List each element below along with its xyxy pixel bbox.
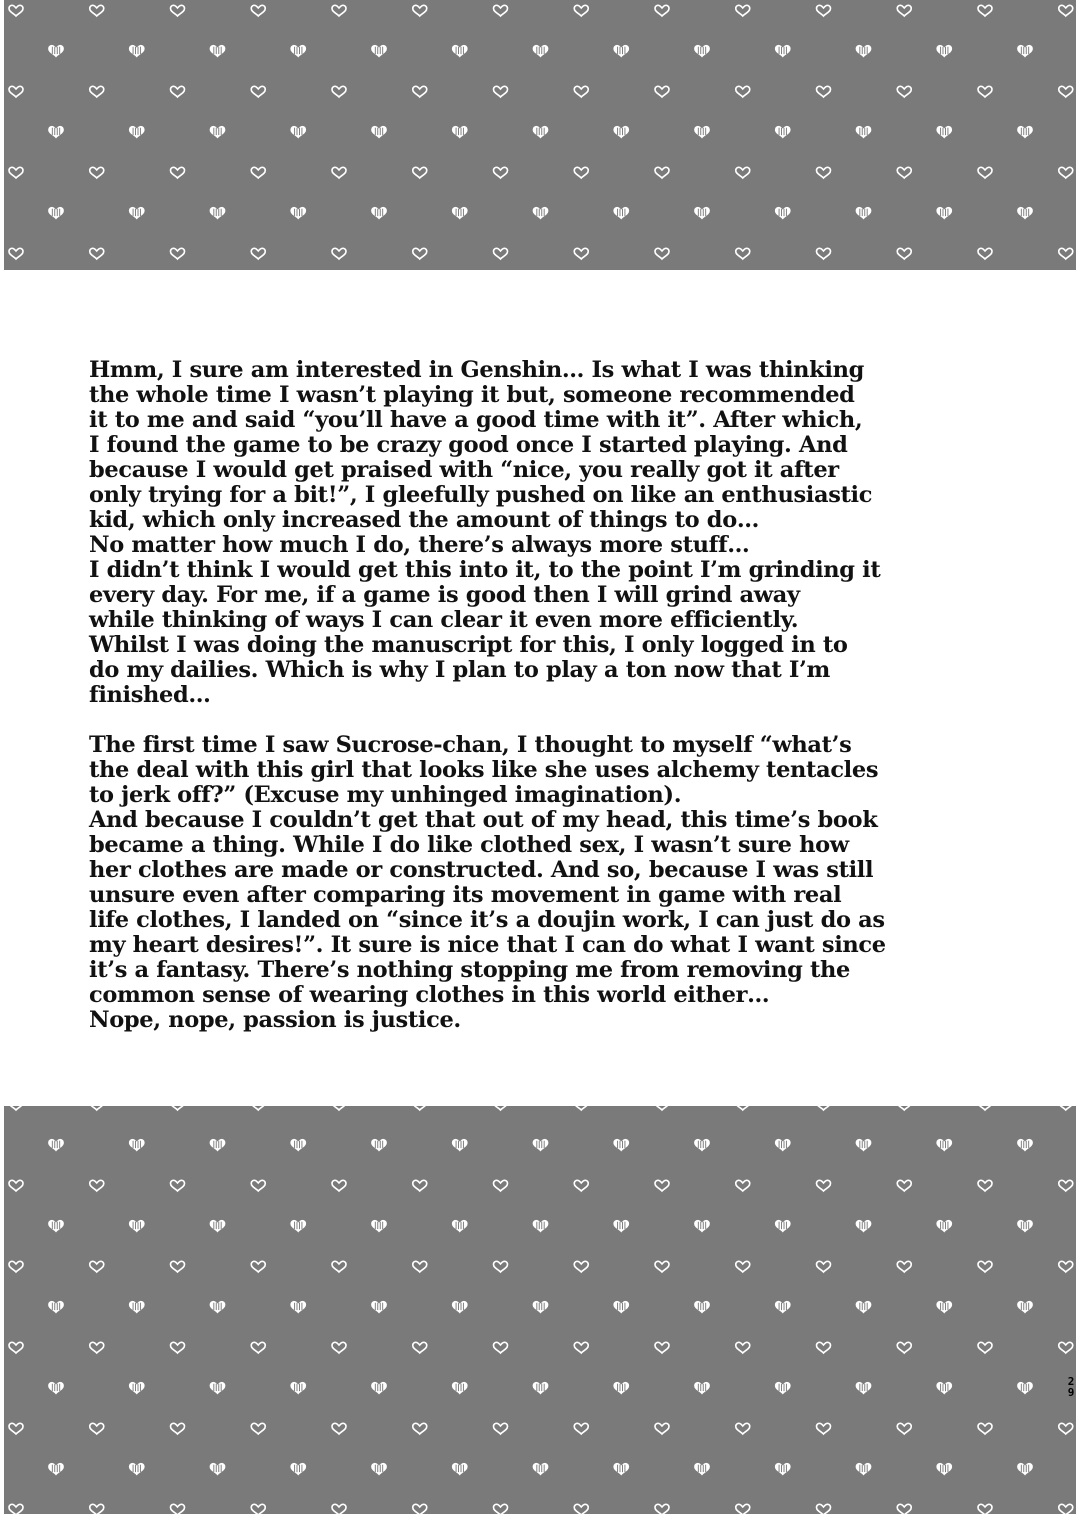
heart-striped-icon — [614, 1382, 629, 1393]
heart-outline-icon — [736, 1342, 750, 1353]
heart-outline-icon — [494, 1423, 508, 1434]
afterword-line: her clothes are made or constructed. And so, because I was still — [89, 857, 874, 883]
heart-striped-icon — [614, 45, 629, 56]
heart-striped-icon — [129, 1220, 144, 1231]
afterword-line: my heart desires!”. It sure is nice that I can do what I want since — [89, 932, 886, 958]
heart-outline-icon — [574, 1261, 588, 1272]
heart-outline-icon — [171, 1180, 185, 1191]
heart-striped-icon — [937, 1220, 952, 1231]
heart-outline-icon — [494, 167, 508, 178]
afterword-line: to jerk off?” (Excuse my unhinged imagination). — [89, 782, 682, 808]
heart-outline-icon — [413, 248, 427, 259]
afterword-line: Whilst I was doing the manuscript for this, I only logged in to — [89, 632, 848, 658]
heart-outline-icon — [574, 1423, 588, 1434]
heart-striped-icon — [452, 1139, 467, 1150]
heart-outline-icon — [736, 1106, 750, 1110]
heart-striped-icon — [937, 126, 952, 137]
afterword-text — [89, 358, 889, 1058]
heart-striped-icon — [372, 207, 387, 218]
heart-outline-icon — [817, 167, 831, 178]
heart-outline-icon — [574, 5, 588, 16]
heart-outline-icon — [978, 1423, 992, 1434]
heart-striped-icon — [614, 1220, 629, 1231]
heart-striped-icon — [372, 126, 387, 137]
heart-outline-icon — [171, 5, 185, 16]
heart-outline-icon — [413, 5, 427, 16]
heart-outline-icon — [332, 1342, 346, 1353]
heart-striped-icon — [49, 1301, 64, 1312]
heart-outline-icon — [978, 248, 992, 259]
heart-outline-icon — [817, 1342, 831, 1353]
heart-striped-icon — [695, 1382, 710, 1393]
heart-striped-icon — [291, 126, 306, 137]
heart-outline-icon — [90, 1423, 104, 1434]
heart-striped-icon — [452, 1301, 467, 1312]
heart-outline-icon — [1059, 1106, 1073, 1110]
heart-striped-icon — [775, 1463, 790, 1474]
heart-outline-icon — [332, 5, 346, 16]
heart-striped-icon — [533, 45, 548, 56]
heart-outline-icon — [978, 1504, 992, 1514]
heart-striped-icon — [614, 1463, 629, 1474]
heart-outline-icon — [655, 1504, 669, 1514]
heart-outline-icon — [494, 1342, 508, 1353]
heart-outline-icon — [817, 1106, 831, 1110]
heart-striped-icon — [1018, 1463, 1033, 1474]
afterword-line: the deal with this girl that looks like she uses alchemy tentacles — [89, 757, 879, 783]
heart-striped-icon — [775, 45, 790, 56]
afterword-line: the whole time I wasn’t playing it but, someone recommended — [89, 382, 855, 408]
afterword-line: because I would get praised with “nice, you really got it after — [89, 457, 839, 483]
heart-striped-icon — [372, 1463, 387, 1474]
afterword-line: unsure even after comparing its movement in game with real — [89, 882, 842, 908]
heart-striped-icon — [452, 1220, 467, 1231]
heart-outline-icon — [897, 1180, 911, 1191]
heart-outline-icon — [574, 1106, 588, 1110]
heart-striped-icon — [49, 1139, 64, 1150]
heart-striped-icon — [856, 45, 871, 56]
page-number-digit-tens: 2 — [1067, 1375, 1075, 1388]
heart-outline-icon — [9, 5, 23, 16]
heart-outline-icon — [9, 1342, 23, 1353]
heart-striped-icon — [372, 45, 387, 56]
heart-outline-icon — [413, 167, 427, 178]
heart-striped-icon — [695, 1463, 710, 1474]
heart-outline-icon — [978, 1180, 992, 1191]
heart-striped-icon — [210, 1301, 225, 1312]
heart-outline-icon — [9, 1106, 23, 1110]
heart-outline-icon — [251, 167, 265, 178]
afterword-paragraph — [89, 733, 889, 1033]
heart-striped-icon — [775, 1382, 790, 1393]
heart-outline-icon — [1059, 1180, 1073, 1191]
heart-striped-icon — [210, 45, 225, 56]
heart-striped-icon — [1018, 1220, 1033, 1231]
heart-striped-icon — [210, 207, 225, 218]
heart-outline-icon — [978, 1106, 992, 1110]
heart-striped-icon — [937, 207, 952, 218]
heart-striped-icon — [533, 207, 548, 218]
heart-striped-icon — [49, 1220, 64, 1231]
heart-striped-icon — [49, 207, 64, 218]
heart-outline-icon — [332, 1504, 346, 1514]
heart-outline-icon — [413, 86, 427, 97]
heart-outline-icon — [574, 167, 588, 178]
heart-outline-icon — [736, 1261, 750, 1272]
heart-striped-icon — [856, 126, 871, 137]
heart-striped-icon — [1018, 1139, 1033, 1150]
heart-striped-icon — [452, 126, 467, 137]
heart-outline-icon — [817, 1504, 831, 1514]
heart-outline-icon — [90, 1261, 104, 1272]
heart-outline-icon — [90, 1504, 104, 1514]
heart-outline-icon — [251, 248, 265, 259]
heart-outline-icon — [817, 5, 831, 16]
heart-outline-icon — [251, 1423, 265, 1434]
heart-outline-icon — [817, 1423, 831, 1434]
heart-outline-icon — [90, 1180, 104, 1191]
afterword-line: do my dailies. Which is why I plan to play a ton now that I’m — [89, 657, 830, 683]
heart-outline-icon — [574, 1504, 588, 1514]
heart-striped-icon — [210, 126, 225, 137]
heart-striped-icon — [372, 1382, 387, 1393]
heart-outline-icon — [978, 1261, 992, 1272]
heart-striped-icon — [775, 1220, 790, 1231]
heart-striped-icon — [49, 1382, 64, 1393]
heart-outline-icon — [332, 1423, 346, 1434]
heart-striped-icon — [775, 126, 790, 137]
heart-outline-icon — [817, 86, 831, 97]
heart-outline-icon — [1059, 86, 1073, 97]
heart-striped-icon — [533, 1139, 548, 1150]
heart-striped-icon — [775, 1301, 790, 1312]
afterword-line: Nope, nope, passion is justice. — [89, 1007, 461, 1033]
heart-outline-icon — [413, 1180, 427, 1191]
heart-striped-icon — [291, 1139, 306, 1150]
heart-outline-icon — [251, 1106, 265, 1110]
heart-outline-icon — [817, 1261, 831, 1272]
heart-striped-icon — [129, 1382, 144, 1393]
heart-outline-icon — [1059, 167, 1073, 178]
heart-outline-icon — [90, 5, 104, 16]
heart-striped-icon — [695, 1220, 710, 1231]
heart-striped-icon — [614, 126, 629, 137]
heart-striped-icon — [1018, 126, 1033, 137]
heart-outline-icon — [9, 1180, 23, 1191]
heart-outline-icon — [9, 1504, 23, 1514]
heart-outline-icon — [494, 86, 508, 97]
heart-outline-icon — [171, 86, 185, 97]
heart-striped-icon — [533, 1301, 548, 1312]
heart-outline-icon — [655, 1342, 669, 1353]
heart-outline-icon — [655, 1261, 669, 1272]
heart-striped-icon — [372, 1139, 387, 1150]
heart-striped-icon — [210, 1463, 225, 1474]
heart-outline-icon — [1059, 1504, 1073, 1514]
heart-outline-icon — [90, 248, 104, 259]
heart-outline-icon — [251, 1261, 265, 1272]
heart-outline-icon — [251, 1504, 265, 1514]
heart-outline-icon — [251, 5, 265, 16]
afterword-line: life clothes, I landed on “since it’s a doujin work, I can just do as — [89, 907, 885, 933]
heart-striped-icon — [856, 1301, 871, 1312]
heart-striped-icon — [533, 1463, 548, 1474]
heart-striped-icon — [49, 1463, 64, 1474]
heart-outline-icon — [171, 167, 185, 178]
heart-striped-icon — [210, 1382, 225, 1393]
heart-striped-icon — [695, 207, 710, 218]
afterword-line: only trying for a bit!”, I gleefully pushed on like an enthusiastic — [89, 482, 873, 508]
heart-outline-icon — [332, 1261, 346, 1272]
heart-striped-icon — [291, 207, 306, 218]
heart-outline-icon — [574, 248, 588, 259]
heart-outline-icon — [1059, 5, 1073, 16]
heart-outline-icon — [9, 167, 23, 178]
heart-outline-icon — [655, 1423, 669, 1434]
heart-outline-icon — [9, 248, 23, 259]
heart-striped-icon — [129, 45, 144, 56]
afterword-line: Hmm, I sure am interested in Genshin… Is what I was thinking — [89, 357, 865, 383]
heart-striped-icon — [210, 1139, 225, 1150]
heart-striped-icon — [452, 207, 467, 218]
heart-outline-icon — [90, 1342, 104, 1353]
heart-striped-icon — [937, 1139, 952, 1150]
heart-striped-icon — [695, 1139, 710, 1150]
heart-outline-icon — [413, 1261, 427, 1272]
heart-outline-icon — [655, 5, 669, 16]
afterword-line: common sense of wearing clothes in this world either… — [89, 982, 770, 1008]
heart-striped-icon — [452, 1382, 467, 1393]
heart-outline-icon — [171, 1423, 185, 1434]
heart-striped-icon — [291, 1463, 306, 1474]
page-right-margin — [1076, 0, 1080, 1514]
heart-outline-icon — [9, 86, 23, 97]
heart-striped-icon — [129, 126, 144, 137]
heart-outline-icon — [655, 1180, 669, 1191]
heart-striped-icon — [695, 45, 710, 56]
page-number-digit-ones: 9 — [1067, 1386, 1075, 1399]
heart-outline-icon — [90, 1106, 104, 1110]
heart-outline-icon — [736, 1180, 750, 1191]
heart-outline-icon — [817, 248, 831, 259]
afterword-paragraph — [89, 358, 889, 708]
heart-striped-icon — [291, 1382, 306, 1393]
heart-outline-icon — [494, 5, 508, 16]
heart-outline-icon — [171, 1261, 185, 1272]
heart-outline-icon — [1059, 1342, 1073, 1353]
bottom-heart-pattern-band — [4, 1106, 1076, 1514]
heart-outline-icon — [736, 248, 750, 259]
heart-outline-icon — [494, 1261, 508, 1272]
heart-striped-icon — [856, 1382, 871, 1393]
afterword-line: became a thing. While I do like clothed sex, I wasn’t sure how — [89, 832, 849, 858]
heart-striped-icon — [129, 1301, 144, 1312]
heart-outline-icon — [574, 86, 588, 97]
heart-outline-icon — [655, 86, 669, 97]
heart-outline-icon — [1059, 1261, 1073, 1272]
heart-outline-icon — [90, 86, 104, 97]
heart-outline-icon — [897, 167, 911, 178]
heart-striped-icon — [856, 1220, 871, 1231]
afterword-line: finished… — [89, 682, 211, 708]
heart-outline-icon — [332, 86, 346, 97]
heart-outline-icon — [332, 248, 346, 259]
heart-striped-icon — [1018, 207, 1033, 218]
heart-striped-icon — [49, 126, 64, 137]
heart-outline-icon — [978, 1342, 992, 1353]
bottom-heart-pattern — [4, 1106, 1076, 1514]
heart-striped-icon — [533, 1382, 548, 1393]
heart-outline-icon — [736, 1423, 750, 1434]
heart-striped-icon — [291, 1220, 306, 1231]
heart-outline-icon — [897, 1342, 911, 1353]
afterword-line: I didn’t think I would get this into it, to the point I’m grinding it — [89, 557, 881, 583]
heart-outline-icon — [171, 248, 185, 259]
afterword-line: And because I couldn’t get that out of my head, this time’s book — [89, 807, 878, 833]
heart-striped-icon — [775, 1139, 790, 1150]
heart-striped-icon — [129, 207, 144, 218]
page-number — [1066, 1376, 1076, 1398]
heart-striped-icon — [937, 1382, 952, 1393]
heart-striped-icon — [452, 1463, 467, 1474]
heart-outline-icon — [978, 5, 992, 16]
heart-striped-icon — [775, 207, 790, 218]
heart-outline-icon — [736, 86, 750, 97]
heart-striped-icon — [291, 45, 306, 56]
heart-outline-icon — [494, 1504, 508, 1514]
heart-outline-icon — [736, 167, 750, 178]
heart-outline-icon — [1059, 248, 1073, 259]
heart-outline-icon — [655, 248, 669, 259]
heart-outline-icon — [897, 86, 911, 97]
afterword-line: kid, which only increased the amount of things to do… — [89, 507, 759, 533]
heart-striped-icon — [49, 45, 64, 56]
afterword-line: it to me and said “you’ll have a good time with it”. After which, — [89, 407, 863, 433]
top-heart-pattern-band — [4, 0, 1076, 270]
afterword-line: No matter how much I do, there’s always more stuff… — [89, 532, 750, 558]
heart-outline-icon — [736, 5, 750, 16]
heart-outline-icon — [413, 1106, 427, 1110]
heart-striped-icon — [129, 1139, 144, 1150]
heart-outline-icon — [171, 1504, 185, 1514]
heart-striped-icon — [1018, 1301, 1033, 1312]
heart-outline-icon — [897, 1106, 911, 1110]
top-heart-pattern — [4, 0, 1076, 270]
heart-outline-icon — [978, 167, 992, 178]
heart-outline-icon — [494, 1180, 508, 1191]
heart-outline-icon — [736, 1504, 750, 1514]
heart-outline-icon — [494, 248, 508, 259]
heart-outline-icon — [978, 86, 992, 97]
heart-outline-icon — [897, 5, 911, 16]
heart-outline-icon — [574, 1342, 588, 1353]
heart-outline-icon — [251, 1180, 265, 1191]
heart-striped-icon — [1018, 1382, 1033, 1393]
afterword-line: I found the game to be crazy good once I started playing. And — [89, 432, 848, 458]
heart-outline-icon — [171, 1342, 185, 1353]
heart-striped-icon — [614, 1301, 629, 1312]
afterword-line: The first time I saw Sucrose-chan, I thought to myself “what’s — [89, 732, 852, 758]
heart-striped-icon — [614, 207, 629, 218]
heart-outline-icon — [574, 1180, 588, 1191]
heart-striped-icon — [937, 1463, 952, 1474]
heart-striped-icon — [452, 45, 467, 56]
heart-outline-icon — [413, 1504, 427, 1514]
heart-outline-icon — [413, 1342, 427, 1353]
heart-striped-icon — [129, 1463, 144, 1474]
heart-outline-icon — [90, 167, 104, 178]
heart-striped-icon — [856, 1463, 871, 1474]
heart-outline-icon — [332, 1106, 346, 1110]
heart-outline-icon — [897, 1261, 911, 1272]
heart-striped-icon — [856, 207, 871, 218]
heart-outline-icon — [413, 1423, 427, 1434]
heart-outline-icon — [897, 248, 911, 259]
heart-striped-icon — [937, 45, 952, 56]
heart-outline-icon — [655, 1106, 669, 1110]
heart-striped-icon — [372, 1301, 387, 1312]
heart-outline-icon — [332, 167, 346, 178]
heart-outline-icon — [494, 1106, 508, 1110]
heart-outline-icon — [251, 1342, 265, 1353]
afterword-line: while thinking of ways I can clear it even more efficiently. — [89, 607, 799, 633]
heart-striped-icon — [1018, 45, 1033, 56]
heart-outline-icon — [9, 1423, 23, 1434]
heart-outline-icon — [332, 1180, 346, 1191]
heart-striped-icon — [856, 1139, 871, 1150]
heart-outline-icon — [655, 167, 669, 178]
heart-striped-icon — [533, 126, 548, 137]
heart-striped-icon — [372, 1220, 387, 1231]
afterword-line: every day. For me, if a game is good then I will grind away — [89, 582, 800, 608]
heart-striped-icon — [533, 1220, 548, 1231]
heart-striped-icon — [210, 1220, 225, 1231]
heart-outline-icon — [1059, 1423, 1073, 1434]
heart-striped-icon — [614, 1139, 629, 1150]
heart-outline-icon — [897, 1423, 911, 1434]
heart-outline-icon — [9, 1261, 23, 1272]
heart-outline-icon — [897, 1504, 911, 1514]
heart-striped-icon — [937, 1301, 952, 1312]
heart-outline-icon — [171, 1106, 185, 1110]
heart-outline-icon — [251, 86, 265, 97]
afterword-line: it’s a fantasy. There’s nothing stopping me from removing the — [89, 957, 850, 983]
heart-striped-icon — [695, 126, 710, 137]
heart-outline-icon — [817, 1180, 831, 1191]
heart-striped-icon — [291, 1301, 306, 1312]
heart-striped-icon — [695, 1301, 710, 1312]
